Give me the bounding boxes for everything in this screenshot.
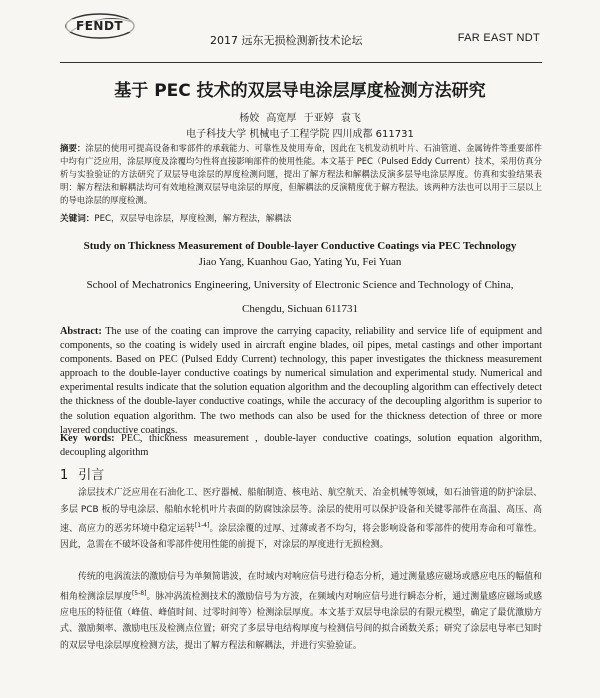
paragraph-1-text: 涂层技术广泛应用在石油化工、医疗器械、船舶制造、核电站、航空航天、冶金机械等领域，如石油管道的防护涂层、多层 PCB 板的导电涂层、船舶水轮机叶片表面的防腐蚀涂层等。涂层的使用可以保护设备和关键零部件在高温、高压、高速、高应力的恶劣环境中稳定运转 <box>60 488 542 534</box>
paper-title-cn: 基于 PEC 技术的双层导电涂层厚度检测方法研究 <box>114 81 486 101</box>
abstract-cn <box>60 142 542 207</box>
section-number: 1 <box>60 468 69 483</box>
citation-ref: [1-4] <box>194 522 210 529</box>
paragraph-2-text-after: 。脉冲涡流检测技术的激励信号为方波，在频域内对响应信号进行瞬态分析，通过测量感应磁场或感应电压的特征值（峰值、峰值时间、过零时间等）检测涂层厚度。本文基于双层导电涂层的有限元模型，确定了最优激励方式、激励频率、激励电压及检测点位置；研究了多层导电结构厚度与检测信号间的拟合函数关系；研究了涂层电导率已知时的双层导电涂层厚度检测方法，提出了解方程法和解耦法，并进行实验验证。 <box>60 591 543 651</box>
conference-logo <box>60 10 142 44</box>
keywords-cn <box>60 212 542 224</box>
abstract-cn-text: 涂层的使用可提高设备和零部件的承载能力、可靠性及使用寿命，因此在飞机发动机叶片、石油管道、金属铸件等重要部件中均有广泛应用，涂层厚度及涂覆均匀性将直接影响部件的使用性能。本文基于 PEC（Pulsed Eddy Current）技术，采用仿真分析与实验验证的方法研究了双层导电涂层的厚度检测问题，提出了解方程法和解耦法反演多层导电涂层厚度。仿真和实验结果表明：解方程法和解耦法均可有效地检测双层导电涂层的厚度，但解耦法的反演精度优于解方程法。该两种方法也可以用于三层以上的导电涂层的厚度检测。 <box>60 143 542 205</box>
page-header <box>60 10 540 60</box>
header-divider <box>60 62 542 63</box>
conference-title-en: FAR EAST NDT <box>457 32 540 44</box>
affiliation-cn: 电子科技大学 机械电子工程学院 四川成都 611731 <box>186 129 414 140</box>
citation-ref: [5-8] <box>131 589 147 597</box>
abstract-cn-label: 摘要： <box>60 143 86 153</box>
affiliation-en: School of Mechatronics Engineering, University of Electronic Science and Technology of China, <box>86 279 514 291</box>
city-en: Chengdu, Sichuan 611731 <box>242 303 358 315</box>
paper-title-en: Study on Thickness Measurement of Double-layer Conductive Coatings via PEC Technology <box>83 240 517 252</box>
paragraph-1-text-after: 。涂层涂覆的过厚、过薄或者不均匀，将会影响设备和零部件的使用寿命和可靠性。因此，急需在不破坏设备和零部件使用性能的前提下，对涂层的厚度进行无损检测。 <box>60 523 542 551</box>
paragraph-2-text: 传统的电涡流法的激励信号为单频简谐波，在时域内对响应信号进行稳态分析，通过测量感应磁场或感应电压的幅值和相角检测涂层厚度 <box>60 572 542 602</box>
keywords-cn-label: 关键词： <box>60 214 95 224</box>
keywords-en-label: Key words: <box>60 433 115 444</box>
authors-en: Jiao Yang, Kuanhou Gao, Yating Yu, Fei Yuan <box>198 256 402 268</box>
abstract-en-text: The use of the coating can improve the carrying capacity, reliability and service life of equipment and components, so the coating is widely used in aircraft engine blades, oil pipes, metal castings and other important components. Based on PEC (Pulsed Eddy Current) technology, this paper investigates the thickness measurement approach to the double-layer conductive coatings by numerical simulation and experimental study. Numerical and experimental results indicate that the solution equation algorithm and the decoupling algorithm can effectively detect the thickness of the double-layer conductive coatings, while the accuracy of the decoupling algorithm is superior to the solution equation algorithm. The two methods can also be used for the thickness detection of three or more layered conductive coatings. <box>60 326 542 436</box>
section-heading <box>60 464 104 483</box>
keywords-en-text: PEC, thickness measurement , double-layer conductive coatings, solution equation algorithm, decoupling algorithm <box>60 433 543 458</box>
logo-text: FENDT <box>76 19 124 33</box>
section-title: 引言 <box>78 468 105 483</box>
conference-title: 2017 远东无损检测新技术论坛 <box>210 34 363 47</box>
keywords-en <box>60 432 542 460</box>
paragraph-2 <box>60 569 542 654</box>
abstract-en-label: Abstract: <box>60 326 102 337</box>
abstract-en <box>60 325 542 438</box>
paragraph-1 <box>60 485 542 554</box>
keywords-cn-text: PEC，双层导电涂层，厚度检测，解方程法，解耦法 <box>94 214 292 224</box>
authors-cn: 杨姣 高宽厚 于亚婷 袁飞 <box>239 113 361 124</box>
